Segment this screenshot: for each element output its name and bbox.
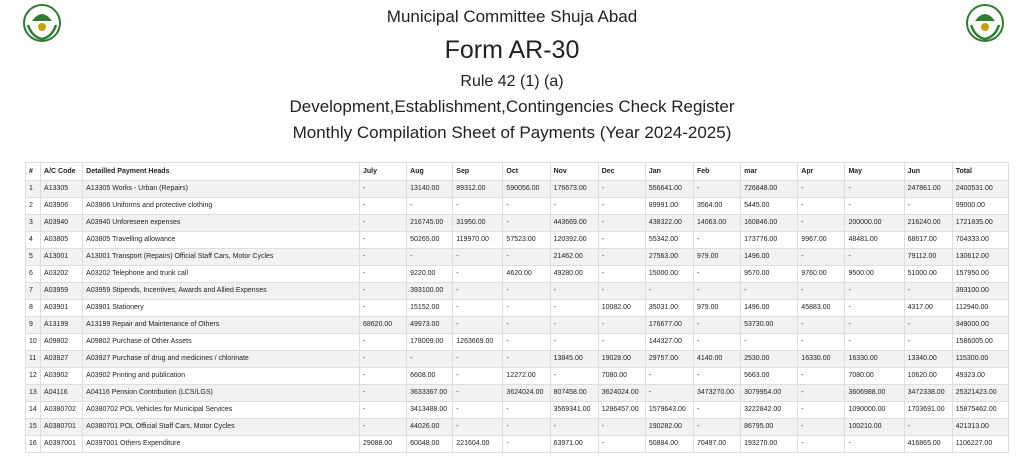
table-cell: 1296457.00	[598, 402, 645, 419]
table-cell: 86795.00	[741, 419, 798, 436]
table-cell: 9220.00	[407, 266, 453, 283]
table-cell: A0397001 Others Expenditure	[83, 436, 360, 453]
table-cell: -	[550, 317, 598, 334]
table-row	[26, 181, 1009, 198]
table-cell: 9570.00	[741, 266, 798, 283]
table-cell: 9760.00	[798, 266, 845, 283]
table-cell: -	[598, 283, 645, 300]
table-row	[26, 402, 1009, 419]
table-header-row	[26, 163, 1009, 181]
table-cell: 3633367.00	[407, 385, 453, 402]
table-cell: 27563.00	[645, 249, 693, 266]
table-cell: -	[598, 436, 645, 453]
table-cell: 1579643.00	[645, 402, 693, 419]
table-cell: 48481.00	[845, 232, 904, 249]
table-cell: 9500.00	[845, 266, 904, 283]
rule-reference: Rule 42 (1) (a)	[460, 73, 564, 90]
table-row	[26, 232, 1009, 249]
table-cell: 3079954.00	[741, 385, 798, 402]
table-cell: A03927	[41, 351, 83, 368]
table-cell: -	[407, 351, 453, 368]
table-cell: -	[360, 300, 407, 317]
table-cell: 5	[26, 249, 41, 266]
table-cell: -	[798, 436, 845, 453]
table-cell: -	[598, 181, 645, 198]
table-cell: -	[503, 300, 550, 317]
table-cell: 216745.00	[407, 215, 453, 232]
table-cell: -	[360, 419, 407, 436]
table-cell: 31950.00	[453, 215, 503, 232]
table-cell: -	[360, 232, 407, 249]
table-cell: -	[453, 300, 503, 317]
table-cell: -	[693, 419, 740, 436]
table-cell: 9	[26, 317, 41, 334]
table-cell: -	[741, 283, 798, 300]
table-cell: -	[693, 402, 740, 419]
table-cell: 726848.00	[741, 181, 798, 198]
table-cell: 807458.00	[550, 385, 598, 402]
table-cell: 57523.00	[503, 232, 550, 249]
table-cell: -	[693, 181, 740, 198]
table-cell: -	[550, 334, 598, 351]
table-cell: 12272.00	[503, 368, 550, 385]
table-cell: -	[798, 385, 845, 402]
table-cell: A03202 Telephone and trunk call	[83, 266, 360, 283]
table-cell: -	[845, 249, 904, 266]
table-cell: 2400531.00	[952, 181, 1008, 198]
table-cell: -	[503, 283, 550, 300]
table-cell: A09802	[41, 334, 83, 351]
table-cell: 7080.00	[598, 368, 645, 385]
table-cell: 63971.00	[550, 436, 598, 453]
table-row	[26, 198, 1009, 215]
table-cell: -	[407, 249, 453, 266]
table-cell: -	[360, 266, 407, 283]
table-cell: -	[453, 249, 503, 266]
table-cell: 15	[26, 419, 41, 436]
table-cell: -	[798, 198, 845, 215]
column-header: July	[360, 163, 407, 181]
table-cell: 160846.00	[741, 215, 798, 232]
table-cell: 1263669.00	[453, 334, 503, 351]
table-cell: 4317.00	[904, 300, 952, 317]
column-header: Dec	[598, 163, 645, 181]
payments-table	[25, 162, 1009, 453]
sheet-subtitle: Monthly Compilation Sheet of Payments (Year 2024-2025)	[292, 123, 732, 142]
table-cell: 15875462.00	[952, 402, 1008, 419]
table-cell: 4140.00	[693, 351, 740, 368]
table-cell: -	[693, 283, 740, 300]
table-cell: 1496.00	[741, 249, 798, 266]
table-cell: -	[598, 198, 645, 215]
table-cell: -	[550, 283, 598, 300]
table-cell: A03940 Unforeseen expenses	[83, 215, 360, 232]
table-cell: -	[503, 436, 550, 453]
table-cell: 1586005.00	[952, 334, 1008, 351]
table-cell: -	[798, 215, 845, 232]
table-cell: 438322.00	[645, 215, 693, 232]
table-cell: -	[503, 215, 550, 232]
table-cell: A04116	[41, 385, 83, 402]
table-row	[26, 266, 1009, 283]
table-cell: 9967.00	[798, 232, 845, 249]
table-cell: 70497.00	[693, 436, 740, 453]
table-cell: -	[360, 283, 407, 300]
table-cell: 53730.00	[741, 317, 798, 334]
table-cell: 3	[26, 215, 41, 232]
column-header: Oct	[503, 163, 550, 181]
table-cell: A03805 Travelling allowance	[83, 232, 360, 249]
table-cell: 21462.00	[550, 249, 598, 266]
table-cell: 5663.00	[741, 368, 798, 385]
table-cell: A13199	[41, 317, 83, 334]
table-cell: 51000.00	[904, 266, 952, 283]
table-cell: A13001 Transport (Repairs) Official Staff Cars, Motor Cycles	[83, 249, 360, 266]
table-cell: A03901 Stationery	[83, 300, 360, 317]
table-cell: -	[598, 266, 645, 283]
register-title: Development,Establishment,Contingencies Check Register	[289, 97, 735, 116]
table-cell: 7	[26, 283, 41, 300]
table-row	[26, 215, 1009, 232]
table-cell: -	[645, 368, 693, 385]
table-row	[26, 300, 1009, 317]
table-cell: -	[598, 334, 645, 351]
table-cell: 15000.00	[645, 266, 693, 283]
table-cell: -	[598, 419, 645, 436]
table-cell: 393100.00	[952, 283, 1008, 300]
table-cell: -	[503, 351, 550, 368]
table-cell: -	[845, 283, 904, 300]
table-row	[26, 283, 1009, 300]
table-cell: 3413488.00	[407, 402, 453, 419]
table-cell: 14	[26, 402, 41, 419]
table-cell: 119970.00	[453, 232, 503, 249]
table-cell: -	[407, 198, 453, 215]
table-cell: 120392.00	[550, 232, 598, 249]
table-cell: -	[845, 198, 904, 215]
table-cell: -	[453, 368, 503, 385]
table-cell: 16330.00	[798, 351, 845, 368]
table-cell: 3564.00	[693, 198, 740, 215]
table-cell: 29757.00	[645, 351, 693, 368]
table-cell: 99000.00	[952, 198, 1008, 215]
table-cell: 590056.00	[503, 181, 550, 198]
table-cell: 60048.00	[407, 436, 453, 453]
table-cell: 14063.00	[693, 215, 740, 232]
table-cell: A03902	[41, 368, 83, 385]
table-cell: 2	[26, 198, 41, 215]
table-cell: 3569341.00	[550, 402, 598, 419]
table-cell: A03805	[41, 232, 83, 249]
table-cell: 3222842.00	[741, 402, 798, 419]
table-cell: 8	[26, 300, 41, 317]
table-cell: A0380702 POL Vehicles for Municipal Services	[83, 402, 360, 419]
table-cell: 4	[26, 232, 41, 249]
table-cell: 25321423.00	[952, 385, 1008, 402]
organization-name: Municipal Committee Shuja Abad	[386, 7, 638, 26]
table-cell: -	[904, 419, 952, 436]
table-cell: -	[904, 198, 952, 215]
table-cell: -	[693, 232, 740, 249]
table-row	[26, 351, 1009, 368]
table-cell: 1106227.00	[952, 436, 1008, 453]
table-cell: -	[360, 249, 407, 266]
table-cell: 100210.00	[845, 419, 904, 436]
table-cell: A13001	[41, 249, 83, 266]
table-cell: A03901	[41, 300, 83, 317]
table-cell: -	[645, 385, 693, 402]
table-cell: -	[453, 419, 503, 436]
table-cell: -	[798, 419, 845, 436]
table-cell: 421313.00	[952, 419, 1008, 436]
table-cell: 2530.00	[741, 351, 798, 368]
payments-table-container	[25, 162, 1009, 453]
table-cell: -	[904, 334, 952, 351]
table-cell: A0380701 POL Official Staff Cars, Motor Cycles	[83, 419, 360, 436]
column-header: Apr	[798, 163, 845, 181]
table-cell: -	[798, 317, 845, 334]
table-cell: 221604.00	[453, 436, 503, 453]
table-cell: A09802 Purchase of Other Assets	[83, 334, 360, 351]
table-cell: -	[550, 198, 598, 215]
table-cell: 1	[26, 181, 41, 198]
table-cell: -	[798, 334, 845, 351]
column-header: A/C Code	[41, 163, 83, 181]
table-cell: A13305 Works - Urban (Repairs)	[83, 181, 360, 198]
table-cell: -	[845, 181, 904, 198]
table-cell: -	[360, 198, 407, 215]
table-cell: -	[598, 249, 645, 266]
table-cell: -	[904, 283, 952, 300]
table-cell: 45883.00	[798, 300, 845, 317]
table-cell: 68617.00	[904, 232, 952, 249]
table-row	[26, 249, 1009, 266]
table-cell: 6	[26, 266, 41, 283]
table-cell: 50265.00	[407, 232, 453, 249]
table-cell: A03959 Stipends, Incentives, Awards and Allied Expenses	[83, 283, 360, 300]
table-cell: 6608.00	[407, 368, 453, 385]
table-cell: 416865.00	[904, 436, 952, 453]
column-header: Nov	[550, 163, 598, 181]
table-cell: -	[645, 283, 693, 300]
table-cell: 50884.00	[645, 436, 693, 453]
table-cell: A04116 Pension Contribution (LCS/LGS)	[83, 385, 360, 402]
column-header: Total	[952, 163, 1008, 181]
table-row	[26, 368, 1009, 385]
table-cell: 10082.00	[598, 300, 645, 317]
table-cell: 3624024.00	[598, 385, 645, 402]
table-cell: 29088.00	[360, 436, 407, 453]
table-row	[26, 334, 1009, 351]
table-cell: -	[503, 419, 550, 436]
table-cell: 49323.00	[952, 368, 1008, 385]
table-cell: 16330.00	[845, 351, 904, 368]
table-cell: 1090000.00	[845, 402, 904, 419]
table-cell: -	[798, 249, 845, 266]
column-header: mar	[741, 163, 798, 181]
table-cell: 89312.00	[453, 181, 503, 198]
table-cell: -	[453, 198, 503, 215]
table-cell: 1721835.00	[952, 215, 1008, 232]
table-cell: 173776.00	[741, 232, 798, 249]
table-cell: A13305	[41, 181, 83, 198]
table-cell: 3472338.00	[904, 385, 952, 402]
table-cell: -	[550, 300, 598, 317]
table-cell: 176673.00	[550, 181, 598, 198]
table-cell: 3473270.00	[693, 385, 740, 402]
table-cell: -	[550, 419, 598, 436]
table-cell: 1496.00	[741, 300, 798, 317]
table-cell: -	[360, 385, 407, 402]
table-cell: -	[741, 334, 798, 351]
table-cell: 13340.00	[904, 351, 952, 368]
table-cell: A03940	[41, 215, 83, 232]
table-cell: A0380702	[41, 402, 83, 419]
table-cell: 35031.00	[645, 300, 693, 317]
table-cell: A03927 Purchase of drug and medicines / chlorinate	[83, 351, 360, 368]
table-cell: 11	[26, 351, 41, 368]
table-cell: 979.00	[693, 300, 740, 317]
table-cell: -	[453, 317, 503, 334]
table-cell: 193270.00	[741, 436, 798, 453]
table-cell: 44026.00	[407, 419, 453, 436]
table-cell: 16	[26, 436, 41, 453]
table-row	[26, 436, 1009, 453]
table-cell: 13	[26, 385, 41, 402]
table-cell: 5445.00	[741, 198, 798, 215]
table-body	[26, 181, 1009, 453]
table-cell: -	[360, 181, 407, 198]
column-header: Aug	[407, 163, 453, 181]
column-header: #	[26, 163, 41, 181]
table-cell: -	[845, 300, 904, 317]
column-header: May	[845, 163, 904, 181]
table-cell: -	[453, 283, 503, 300]
table-cell: 68620.00	[360, 317, 407, 334]
table-cell: -	[693, 317, 740, 334]
table-cell: -	[360, 368, 407, 385]
table-cell: 247861.00	[904, 181, 952, 198]
table-cell: -	[845, 317, 904, 334]
table-cell: 10	[26, 334, 41, 351]
table-cell: -	[598, 232, 645, 249]
table-cell: 393100.00	[407, 283, 453, 300]
table-cell: 115300.00	[952, 351, 1008, 368]
table-cell: 1703691.00	[904, 402, 952, 419]
table-cell: A0397001	[41, 436, 83, 453]
table-cell: 130612.00	[952, 249, 1008, 266]
table-cell: 190282.00	[645, 419, 693, 436]
table-cell: 4620.00	[503, 266, 550, 283]
table-row	[26, 419, 1009, 436]
table-cell: 704333.00	[952, 232, 1008, 249]
table-cell: A0380701	[41, 419, 83, 436]
table-cell: 443669.00	[550, 215, 598, 232]
table-cell: 7080.00	[845, 368, 904, 385]
table-cell: -	[798, 368, 845, 385]
table-cell: -	[453, 266, 503, 283]
table-cell: A03959	[41, 283, 83, 300]
column-header: Detailled Payment Heads	[83, 163, 360, 181]
table-cell: 144327.00	[645, 334, 693, 351]
table-cell: -	[360, 351, 407, 368]
table-cell: 15152.00	[407, 300, 453, 317]
table-cell: -	[503, 317, 550, 334]
table-cell: 19028.00	[598, 351, 645, 368]
table-cell: 3624024.00	[503, 385, 550, 402]
column-header: Sep	[453, 163, 503, 181]
table-cell: -	[693, 266, 740, 283]
table-cell: -	[798, 283, 845, 300]
table-cell: 79112.00	[904, 249, 952, 266]
table-cell: 89991.00	[645, 198, 693, 215]
table-cell: -	[598, 215, 645, 232]
table-cell: 10620.00	[904, 368, 952, 385]
column-header: Jun	[904, 163, 952, 181]
table-cell: -	[503, 249, 550, 266]
table-cell: -	[453, 351, 503, 368]
table-cell: -	[503, 402, 550, 419]
table-cell: 216240.00	[904, 215, 952, 232]
table-cell: A03906	[41, 198, 83, 215]
column-header: Feb	[693, 163, 740, 181]
table-cell: 556641.00	[645, 181, 693, 198]
table-cell: 979.00	[693, 249, 740, 266]
table-cell: -	[904, 317, 952, 334]
table-cell: -	[503, 198, 550, 215]
table-cell: -	[360, 334, 407, 351]
table-cell: -	[845, 334, 904, 351]
table-cell: -	[503, 334, 550, 351]
table-cell: 3606988.00	[845, 385, 904, 402]
table-cell: -	[598, 317, 645, 334]
table-cell: A03902 Printing and publication	[83, 368, 360, 385]
table-cell: -	[360, 215, 407, 232]
table-cell: 349000.00	[952, 317, 1008, 334]
table-row	[26, 317, 1009, 334]
table-cell: -	[453, 385, 503, 402]
table-cell: 13845.00	[550, 351, 598, 368]
table-cell: 200000.00	[845, 215, 904, 232]
table-cell: -	[360, 402, 407, 419]
table-cell: A03906 Uniforms and protective clothing	[83, 198, 360, 215]
table-cell: -	[845, 436, 904, 453]
column-header: Jan	[645, 163, 693, 181]
table-cell: -	[453, 402, 503, 419]
table-cell: A13199 Repair and Maintenance of Others	[83, 317, 360, 334]
table-cell: 12	[26, 368, 41, 385]
table-cell: -	[550, 368, 598, 385]
table-cell: 49973.00	[407, 317, 453, 334]
table-cell: A03202	[41, 266, 83, 283]
table-cell: -	[798, 402, 845, 419]
table-cell: 55342.00	[645, 232, 693, 249]
table-cell: -	[693, 368, 740, 385]
table-cell: 157950.00	[952, 266, 1008, 283]
table-cell: -	[798, 181, 845, 198]
table-cell: 49280.00	[550, 266, 598, 283]
table-cell: -	[693, 334, 740, 351]
table-cell: 176677.00	[645, 317, 693, 334]
table-cell: 178009.00	[407, 334, 453, 351]
table-row	[26, 385, 1009, 402]
table-cell: 13140.00	[407, 181, 453, 198]
form-title: Form AR-30	[444, 36, 580, 64]
table-cell: 112940.00	[952, 300, 1008, 317]
